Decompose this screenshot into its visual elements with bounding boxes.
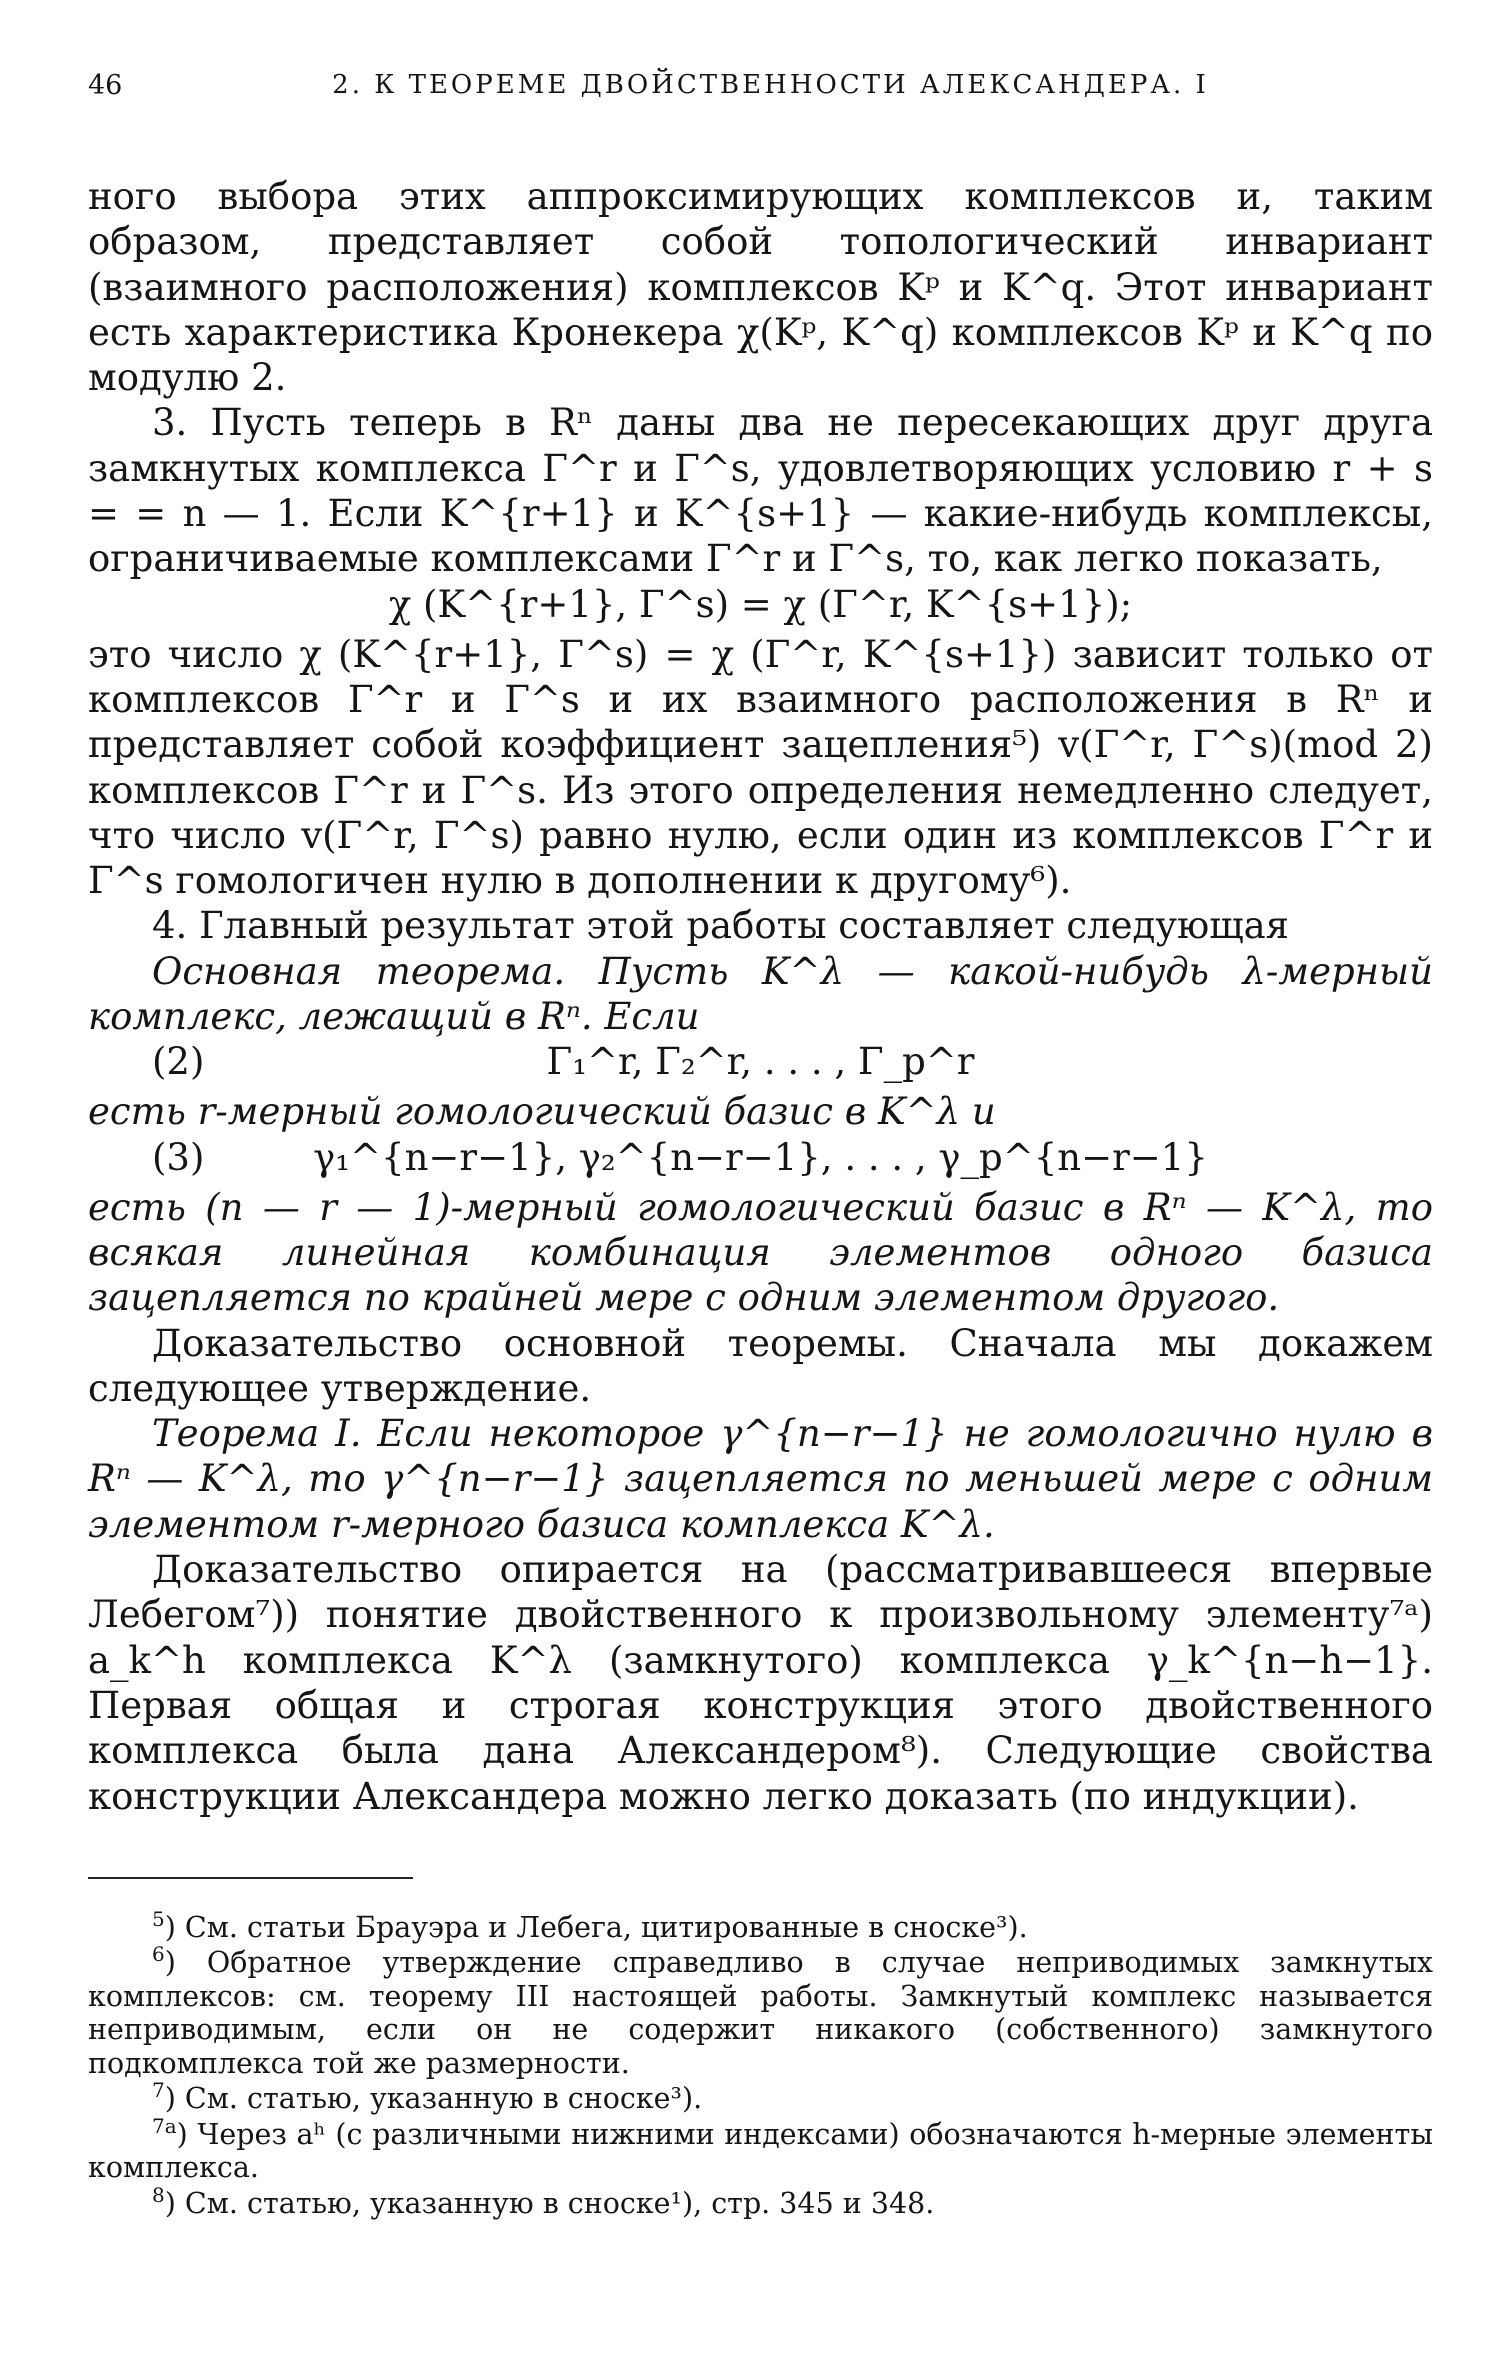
footnote-rule [88, 1877, 413, 1879]
equation-2-formula: Γ₁^r, Γ₂^r, . . . , Γ_p^r [546, 1040, 975, 1084]
footnote-8: $^8$) См. статью, указанную в сноске¹), стр. 345 и 348. [152, 2182, 935, 2220]
footnote-5-mark: 5 [152, 1906, 165, 1931]
equation-3-formula: γ₁^{n−r−1}, γ₂^{n−r−1}, . . . , γ_p^{n−r−1} [313, 1135, 1208, 1179]
main-theorem-statement: Основная теорема. Пусть K^λ — какой-нибудь λ-мерный комплекс, лежащий в Rⁿ. Если [88, 949, 1433, 1039]
equation-2-label: (2) [152, 1040, 205, 1084]
running-title: 2. К ТЕОРЕМЕ ДВОЙСТВЕННОСТИ АЛЕКСАНДЕРА. I [332, 70, 1209, 100]
equation-3-label: (3) [152, 1135, 205, 1179]
footnote-8-text: См. статью, указанную в сноске¹), стр. 345 и 348. [184, 2186, 935, 2220]
footnote-6-text: Обратное утверждение справедливо в случае неприводимых замкнутых комплексов: см. теорему III настоящей работы. Замкнутый комплекс называется неприводимым, если он не содержит никакого (собственного) замкнутого подкомплекса той же размерности. [88, 1946, 1433, 2080]
footnote-6: $^6$) Обратное утверждение справедливо в случае неприводимых замкнутых комплексов: см. теорему III настоящей работы. Замкнутый комплекс называется неприводимым, если он не содержит никакого (собственного) замкнутого подкомплекса той же размерности. [88, 1942, 1433, 2080]
footnote-5-text: См. статьи Брауэра и Лебега, цитированные в сноске³). [184, 1910, 1028, 1944]
footnote-7a-mark: 7a [152, 2113, 177, 2138]
paragraph-2: 3. Пусть теперь в Rⁿ даны два не пересекающих друг друга замкнутых комплекса Γ^r и Γ^s, удовлетворяющих условию r + s = = n — 1. Если K^{r+1} и K^{s+1} — какие-нибудь комплексы, ограничиваемые комплексами Γ^r и Γ^s, то, как легко показать, [88, 401, 1433, 581]
main-text [88, 174, 1433, 1819]
proof-heading-paragraph: Доказательство основной теоремы. Сначала мы докажем следующее утверждение. [88, 1321, 1433, 1410]
footnote-7: $^7$) См. статью, указанную в сноске³). [152, 2078, 703, 2116]
footnote-6-mark: 6 [152, 1942, 165, 1967]
footnote-7-text: См. статью, указанную в сноске³). [184, 2082, 703, 2116]
theorem-1: Теорема I. Если некоторое γ^{n−r−1} не гомологично нулю в Rⁿ — K^λ, то γ^{n−r−1} зацепляется по меньшей мере с одним элементом r-мерного базиса комплекса K^λ. [88, 1412, 1433, 1546]
footnote-8-mark: 8 [152, 2182, 165, 2207]
paragraph-3: это число χ (K^{r+1}, Γ^s) = χ (Γ^r, K^{s+1}) зависит только от комплексов Γ^r и Γ^s и их взаимного расположения в Rⁿ и представляет собой коэффициент зацепления⁵) v(Γ^r, Γ^s)(mod 2) комплексов Γ^r и Γ^s. Из этого определения немедленно следует, что число v(Γ^r, Γ^s) равно нулю, если один из комплексов Γ^r и Γ^s гомологичен нулю в дополнении к другому⁶). [88, 632, 1433, 903]
paragraph-1: ного выбора этих аппроксимирующих комплексов и, таким образом, представляет собой топологический инвариант (взаимного расположения) комплексов Kᵖ и K^q. Этот инвариант есть характеристика Кронекера χ(Kᵖ, K^q) комплексов Kᵖ и K^q по модулю 2. [88, 175, 1433, 400]
equation-chi [88, 582, 1433, 632]
footnote-7a: $^{7a}$) Через aʰ (с различными нижними индексами) обозначаются h-мерные элементы комплекса. [88, 2113, 1433, 2185]
page [88, 70, 1433, 2222]
footnotes [88, 1906, 1433, 2221]
equation-chi-formula: χ (K^{r+1}, Γ^s) = χ (Γ^r, K^{s+1}); [388, 582, 1133, 626]
equation-3 [88, 1135, 1433, 1185]
paragraph-6: есть r-мерный гомологический базис в K^λ и [88, 1090, 996, 1134]
footnote-5: $^5$) См. статьи Брауэра и Лебега, цитированные в сноске³). [152, 1906, 1028, 1944]
footnote-7a-text: Через aʰ (с различными нижними индексами) обозначаются h-мерные элементы комплекса. [88, 2117, 1433, 2185]
equation-2 [88, 1039, 1433, 1089]
paragraph-4: 4. Главный результат этой работы составляет следующая [152, 904, 1290, 948]
footnote-7-mark: 7 [152, 2078, 165, 2103]
paragraph-7: есть (n — r — 1)-мерный гомологический базис в Rⁿ — K^λ, то всякая линейная комбинация элементов одного базиса зацепляется по крайней мере с одним элементом другого. [88, 1185, 1433, 1320]
page-header [88, 70, 1433, 118]
page-number: 46 [88, 70, 123, 101]
paragraph-10: Доказательство опирается на (рассматривавшееся впервые Лебегом⁷)) понятие двойственного к произвольному элементу⁷ᵃ) a_k^h комплекса K^λ (замкнутого) комплекса γ_k^{n−h−1}. Первая общая и строгая конструкция этого двойственного комплекса была дана Александером⁸). Следующие свойства конструкции Александера можно легко доказать (по индукции). [88, 1548, 1433, 1818]
